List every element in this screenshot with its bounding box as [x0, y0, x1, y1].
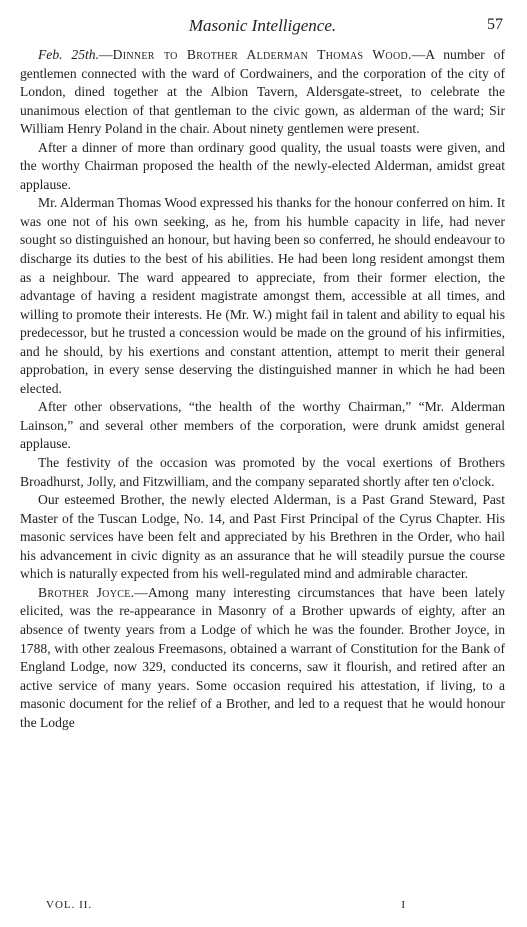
dash: —: [134, 584, 148, 600]
page-number: 57: [487, 16, 503, 33]
running-head: [20, 14, 505, 38]
entry-heading: Brother Joyce.: [38, 584, 135, 600]
paragraph-festivity: The festivity of the occasion was promoted by the vocal exertions of Brothers Broadhurst, Jolly, and Fitzwilliam, and the company separated shortly after ten o'clock.: [20, 455, 505, 489]
page-footer: [20, 899, 505, 915]
paragraph-speech: Mr. Alderman Thomas Wood expressed his thanks for the honour conferred on him. It was one not of his own seeking, as he, from his humble capacity in life, had never sought so distinguished an honour, but having been so conferred, he should endeavour to discharge its duties to the best of his abilities. He had been long resident amongst them as a neighbour. The ward appeared to appreciate, from their former election, the advantage of having a resident magistrate amongst them, accessible at all times, and willing to promote their interests. He (Mr. W.) might fail in talent and ability to equal his predecessor, but he trusted a concession would be made on the ground of his infirmities, and he should, by his exertions and constant attention, attempt to merit their general approbation, in every sense deserving the distinguished manner in which he had been elected.: [20, 195, 505, 396]
entry-date: Feb. 25th.: [38, 47, 99, 62]
dash: —: [99, 47, 113, 62]
article-body: [20, 46, 505, 732]
entry-heading: Dinner to Brother Alderman Thomas Wood.: [112, 47, 412, 62]
paragraph-dinner: [20, 46, 505, 139]
paragraph-toasts: After a dinner of more than ordinary good quality, the usual toasts were given, and the worthy Chairman proposed the health of the newly-elected Alderman, amidst great applause.: [20, 139, 505, 192]
running-title: Masonic Intelligence.: [188, 16, 337, 35]
volume-label: VOL. II.: [46, 899, 93, 911]
signature-mark: I: [401, 899, 405, 911]
dash: —: [411, 47, 426, 62]
paragraph-text: A number of gentlemen connected with the ward of Cordwainers, and the corporation of the city of London, dined together at the Albion Tavern, Aldersgate-street, to celebrate the unanimous election of that gentleman to the civic gown, as alderman of the ward; Sir William Henry Poland in the chair. About ninety gentlemen were present.: [20, 47, 505, 137]
paragraph-biography: Our esteemed Brother, the newly elected Alderman, is a Past Grand Steward, Past Master of the Tuscan Lodge, No. 14, and Past First Principal of the Cyrus Chapter. His masonic services have been felt and appreciated by his Brethren in the Order, who hail his advancement in civic dignity as an assurance that he will steadily pursue the course which is naturally expected from his well-regulated mind and admirable character.: [20, 492, 505, 582]
paragraph-joyce: [20, 584, 505, 732]
paragraph-text: Among many interesting circumstances that have been lately elicited, was the re-appearance in Masonry of a Brother upwards of eighty, after an absence of twenty years from a Lodge of which he was the founder. Brother Joyce, in 1788, with other zealous Freemasons, obtained a warrant of Constitution for the Bank of England Lodge, now 329, conducted its concerns, saw it flourish, and retired after an active service of many years. Some occasion required his attestation, if living, to a masonic document for the relief of a Brother, and led to a request that he would honour the Lodge: [20, 584, 505, 730]
paragraph-observations: After other observations, “the health of the worthy Chairman,” “Mr. Alderman Lainson,” and several other members of the corporation, were drunk amidst general applause.: [20, 399, 505, 452]
